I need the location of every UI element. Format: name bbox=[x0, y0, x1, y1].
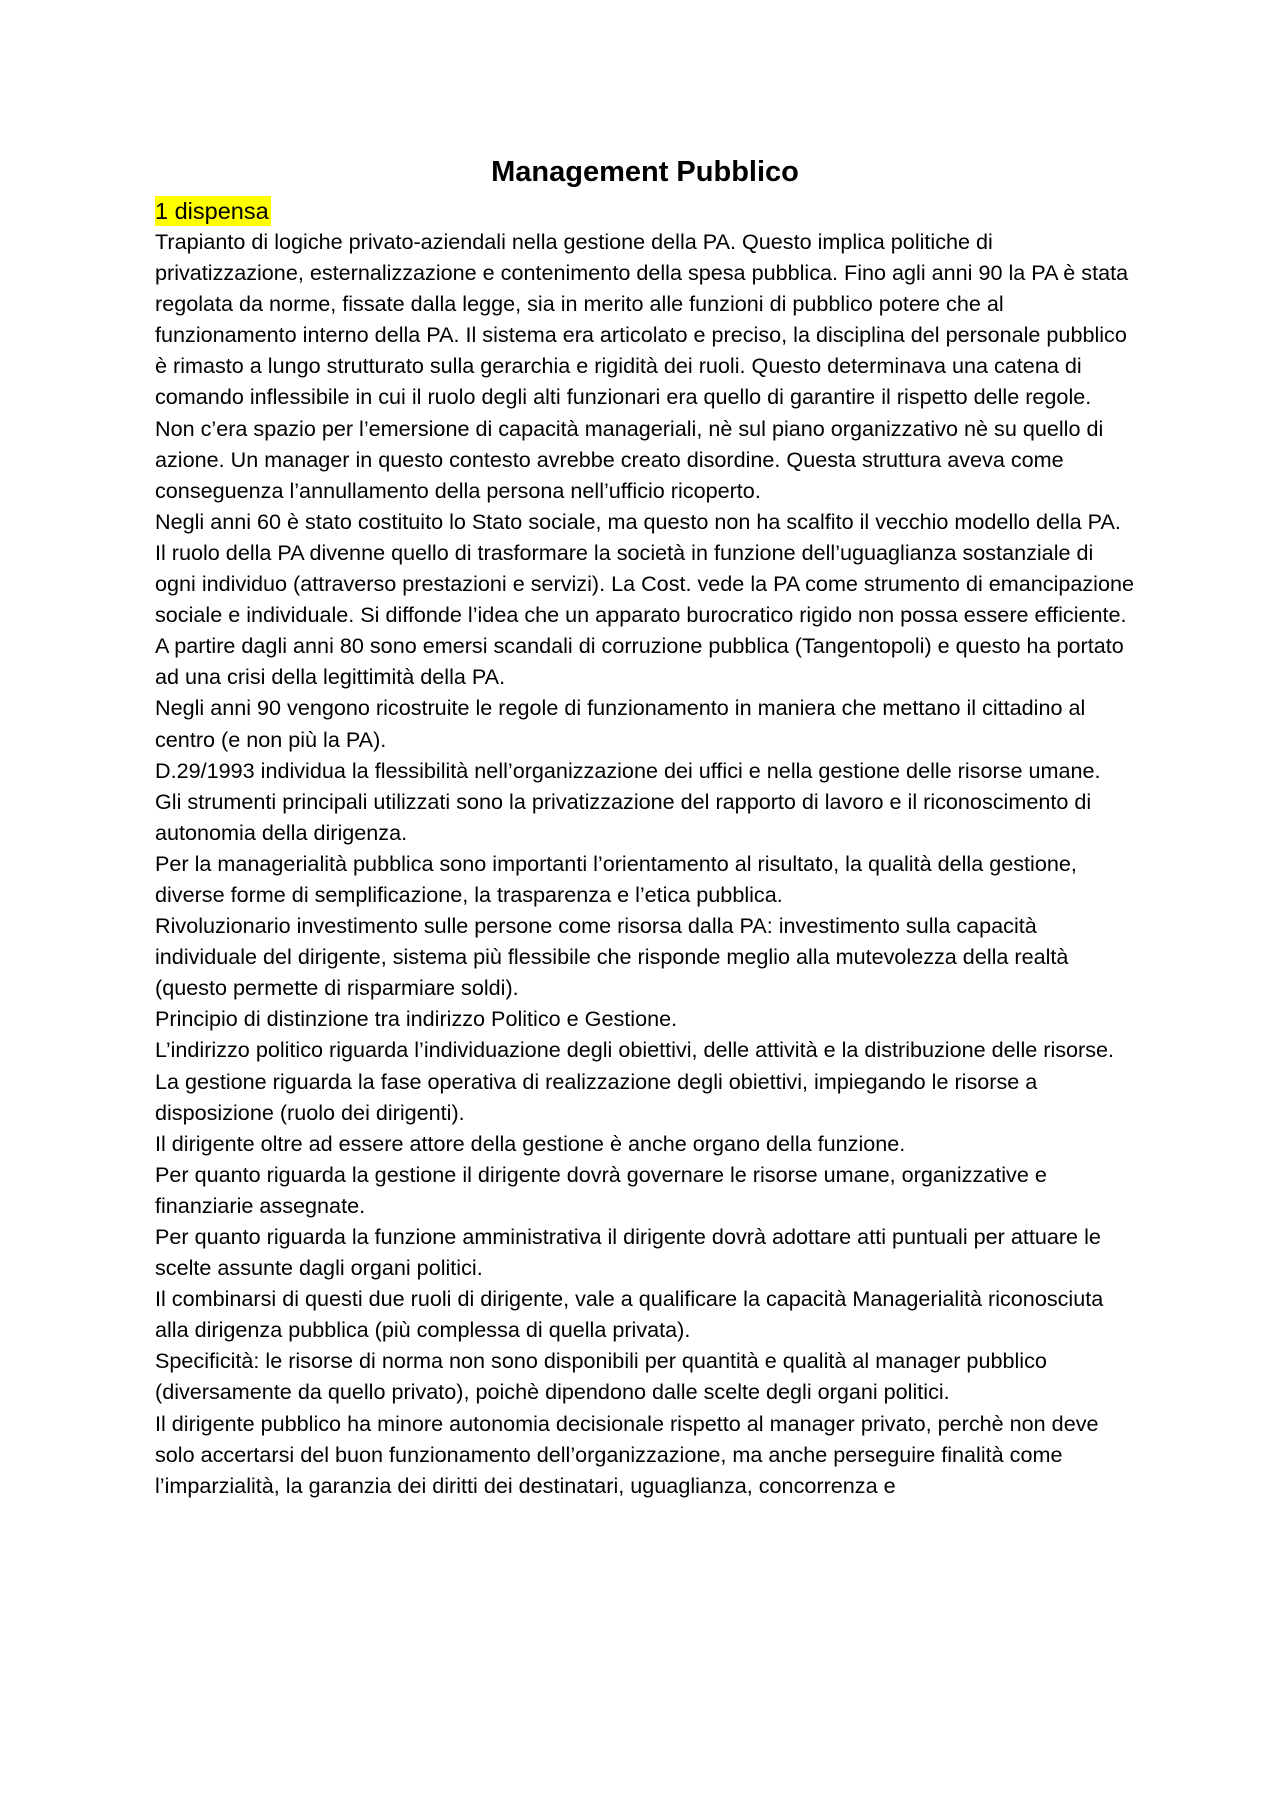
paragraph: Specificità: le risorse di norma non sono disponibili per quantità e qualità al manager pubblico (diversamente da quello privato), poichè dipendono dalle scelte degli organi politici. bbox=[155, 1348, 1047, 1405]
paragraph: La gestione riguarda la fase operativa di realizzazione degli obiettivi, impiegando le risorse a disposizione (ruolo dei dirigenti). bbox=[155, 1068, 1038, 1125]
paragraph: D.29/1993 individua la flessibilità nell’organizzazione dei uffici e nella gestione delle risorse umane. bbox=[155, 757, 1101, 783]
document-page bbox=[155, 152, 1135, 1501]
paragraph: Rivoluzionario investimento sulle persone come risorsa dalla PA: investimento sulla capacità individuale del dirigente, sistema più flessibile che risponde meglio alla mutevolezza della realtà (questo permette di risparmiare soldi). bbox=[155, 913, 1069, 1001]
paragraph: Negli anni 90 vengono ricostruite le regole di funzionamento in maniera che mettano il cittadino al centro (e non più la PA). bbox=[155, 695, 1086, 752]
paragraph: Negli anni 60 è stato costituito lo Stato sociale, ma questo non ha scalfito il vecchio modello della PA. Il ruolo della PA divenne quello di trasformare la società in funzione dell’uguaglianza sostanziale di ogni individuo (attraverso prestazioni e servizi). La Cost. vede la PA come strumento di emancipazione sociale e individuale. Si diffonde l’idea che un apparato burocratico rigido non possa essere efficiente. bbox=[155, 508, 1135, 628]
paragraph: A partire dagli anni 80 sono emersi scandali di corruzione pubblica (Tangentopoli) e questo ha portato ad una crisi della legittimità della PA. bbox=[155, 633, 1124, 690]
paragraph: Il dirigente oltre ad essere attore della gestione è anche organo della funzione. bbox=[155, 1130, 906, 1156]
document-body bbox=[155, 226, 1135, 1501]
paragraph: L’indirizzo politico riguarda l’individuazione degli obiettivi, delle attività e la distribuzione delle risorse. bbox=[155, 1037, 1115, 1063]
paragraph: Gli strumenti principali utilizzati sono la privatizzazione del rapporto di lavoro e il riconoscimento di autonomia della dirigenza. bbox=[155, 788, 1092, 845]
paragraph: Principio di distinzione tra indirizzo Politico e Gestione. bbox=[155, 1006, 678, 1032]
paragraph: Il combinarsi di questi due ruoli di dirigente, vale a qualificare la capacità Managerialità riconosciuta alla dirigenza pubblica (più complessa di quella privata). bbox=[155, 1286, 1104, 1343]
section-label-row bbox=[155, 196, 1135, 226]
paragraph: Per quanto riguarda la gestione il dirigente dovrà governare le risorse umane, organizzative e finanziarie assegnate. bbox=[155, 1161, 1047, 1218]
section-label-highlighted: 1 dispensa bbox=[155, 198, 269, 224]
paragraph: Il dirigente pubblico ha minore autonomia decisionale rispetto al manager privato, perchè non deve solo accertarsi del buon funzionamento dell’organizzazione, ma anche perseguire finalità come l’imparzialità, la garanzia dei diritti dei destinatari, uguaglianza, concorrenza e bbox=[155, 1410, 1099, 1498]
document-title: Management Pubblico bbox=[491, 156, 799, 188]
paragraph: Trapianto di logiche privato-aziendali nella gestione della PA. Questo implica politiche di privatizzazione, esternalizzazione e contenimento della spesa pubblica. Fino agli anni 90 la PA è stata regolata da norme, fissate dalla legge, sia in merito alle funzioni di pubblico potere che al funzionamento interno della PA. Il sistema era articolato e preciso, la disciplina del personale pubblico è rimasto a lungo strutturato sulla gerarchia e rigidità dei ruoli. Questo determinava una catena di comando inflessibile in cui il ruolo degli alti funzionari era quello di garantire il rispetto delle regole. Non c’era spazio per l’emersione di capacità manageriali, nè sul piano organizzativo nè su quello di azione. Un manager in questo contesto avrebbe creato disordine. Questa struttura aveva come conseguenza l’annullamento della persona nell’ufficio ricoperto. bbox=[155, 229, 1129, 503]
paragraph: Per quanto riguarda la funzione amministrativa il dirigente dovrà adottare atti puntuali per attuare le scelte assunte dagli organi politici. bbox=[155, 1224, 1101, 1281]
paragraph: Per la managerialità pubblica sono importanti l’orientamento al risultato, la qualità della gestione, diverse forme di semplificazione, la trasparenza e l’etica pubblica. bbox=[155, 850, 1077, 907]
